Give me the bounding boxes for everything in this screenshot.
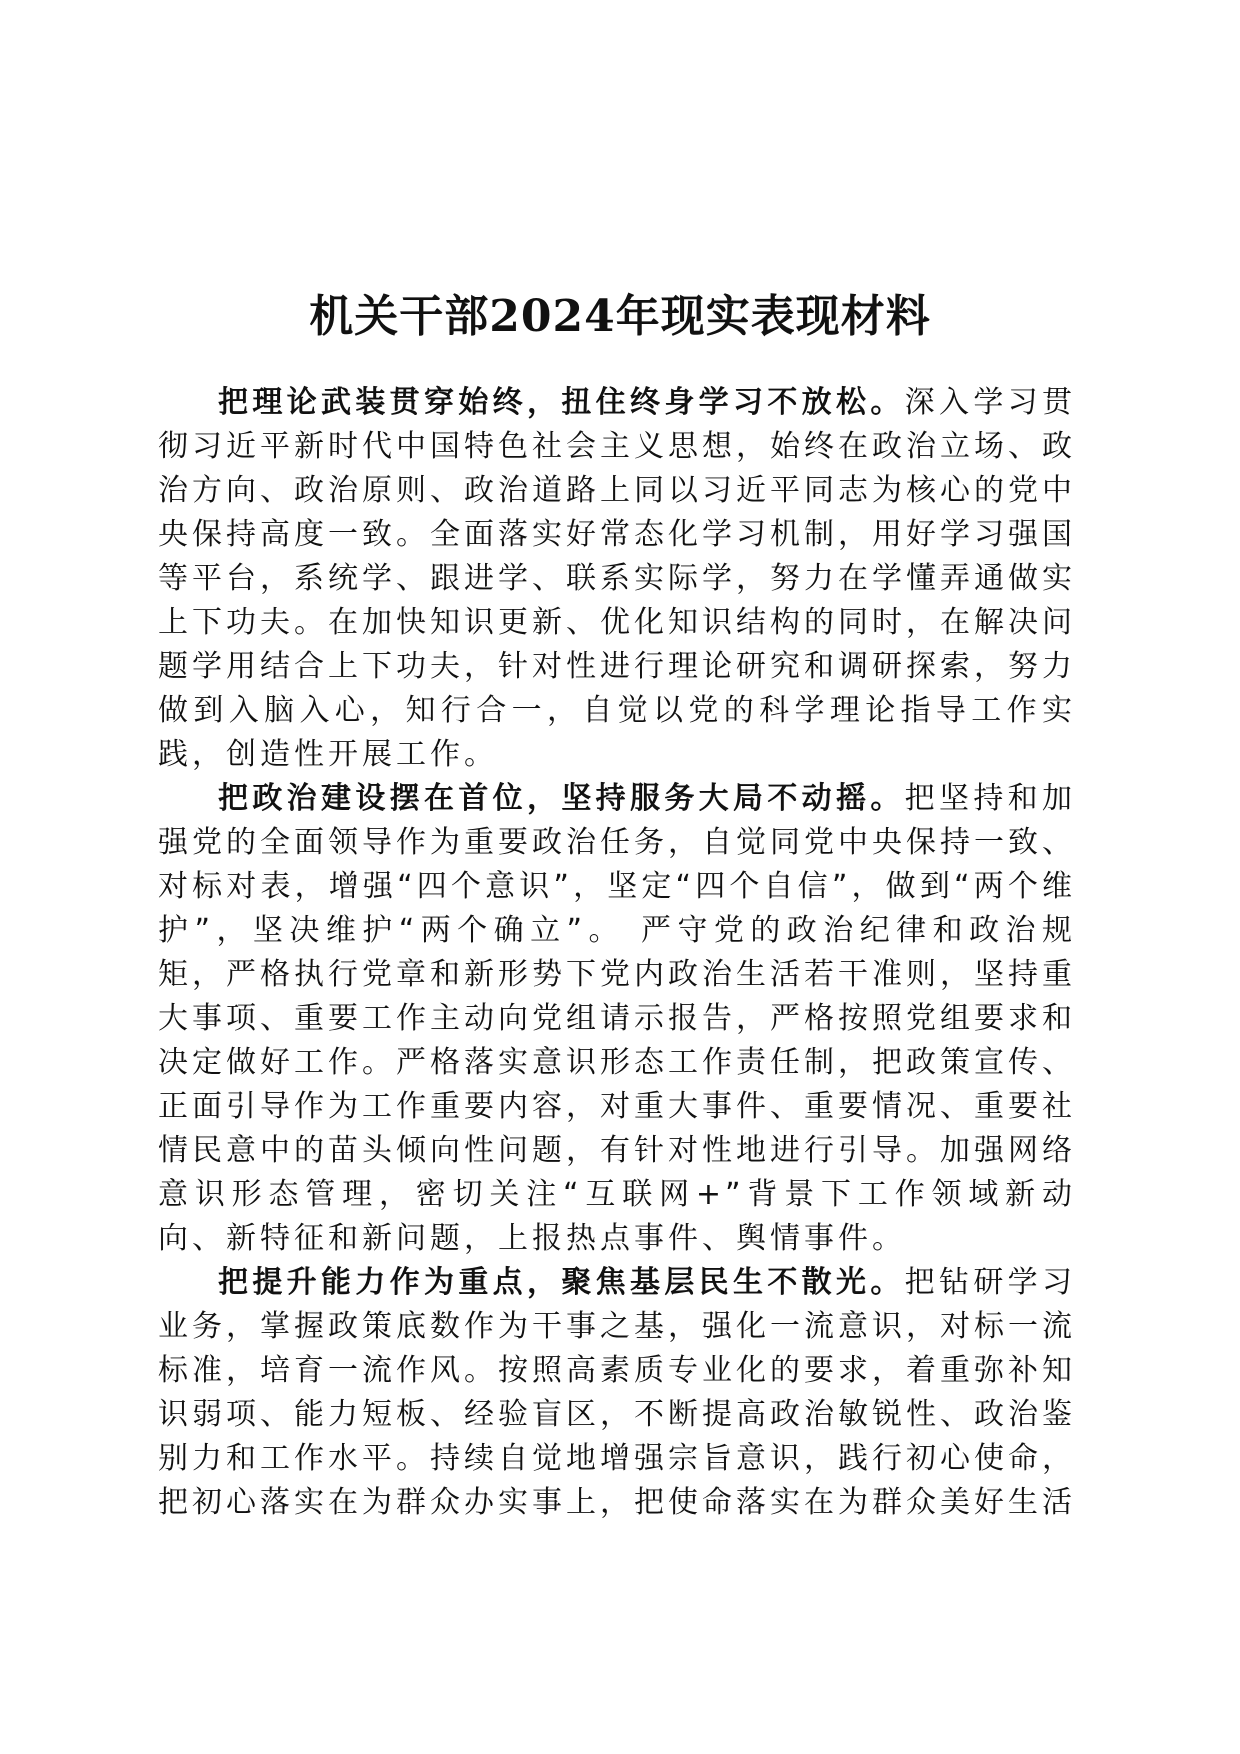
document-body bbox=[158, 381, 1076, 1525]
paragraph-text: 深入学习贯彻习近平新时代中国特色社会主义思想，始终在政治立场、政治方向、政治原则、政治道路上同以习近平同志为核心的党中央保持高度一致。全面落实好常态化学习机制，用好学习强国等平台，系统学、跟进学、联系实际学，努力在学懂弄通做实上下功夫。在加快知识更新、优化知识结构的同时，在解决问题学用结合上下功夫，针对性进行理论研究和调研探索，努力做到入脑入心，知行合一，自觉以党的科学理论指导工作实践，创造性开展工作。 bbox=[158, 385, 1077, 772]
paragraph-lead: 把政治建设摆在首位，坚持服务大局不动摇。 bbox=[218, 781, 905, 816]
paragraph-text: 把钻研学习业务，掌握政策底数作为干事之基，强化一流意识，对标一流标准，培育一流作风。按照高素质专业化的要求，着重弥补知识弱项、能力短板、经验盲区，不断提高政治敏锐性、政治鉴别力和工作水平。持续自觉地增强宗旨意识，践行初心使命，把初心落实在为群众办实事上，把使命落实在为群众美好生活 bbox=[158, 1265, 1077, 1520]
paragraph-capability bbox=[158, 1261, 1076, 1525]
document-title: 机关干部2024年现实表现材料 bbox=[309, 291, 931, 343]
paragraph-lead: 把理论武装贯穿始终，扭住终身学习不放松。 bbox=[218, 385, 905, 420]
paragraph-political-building bbox=[158, 777, 1076, 1261]
paragraph-lead: 把提升能力作为重点，聚焦基层民生不散光。 bbox=[218, 1265, 905, 1300]
paragraph-theory-study bbox=[158, 381, 1076, 777]
paragraph-text: 把坚持和加强党的全面领导作为重要政治任务，自觉同党中央保持一致、对标对表，增强“四个意识”，坚定“四个自信”，做到“两个维护”，坚决维护“两个确立”。 严守党的政治纪律和政治规矩，严格执行党章和新形势下党内政治生活若干准则，坚持重大事项、重要工作主动向党组请示报告，严格按照党组要求和决定做好工作。严格落实意识形态工作责任制，把政策宣传、正面引导作为工作重要内容，对重大事件、重要情况、重要社情民意中的苗头倾向性问题，有针对性地进行引导。加强网络意识形态管理，密切关注“互联网+”背景下工作领域新动向、新特征和新问题，上报热点事件、舆情事件。 bbox=[158, 781, 1077, 1256]
